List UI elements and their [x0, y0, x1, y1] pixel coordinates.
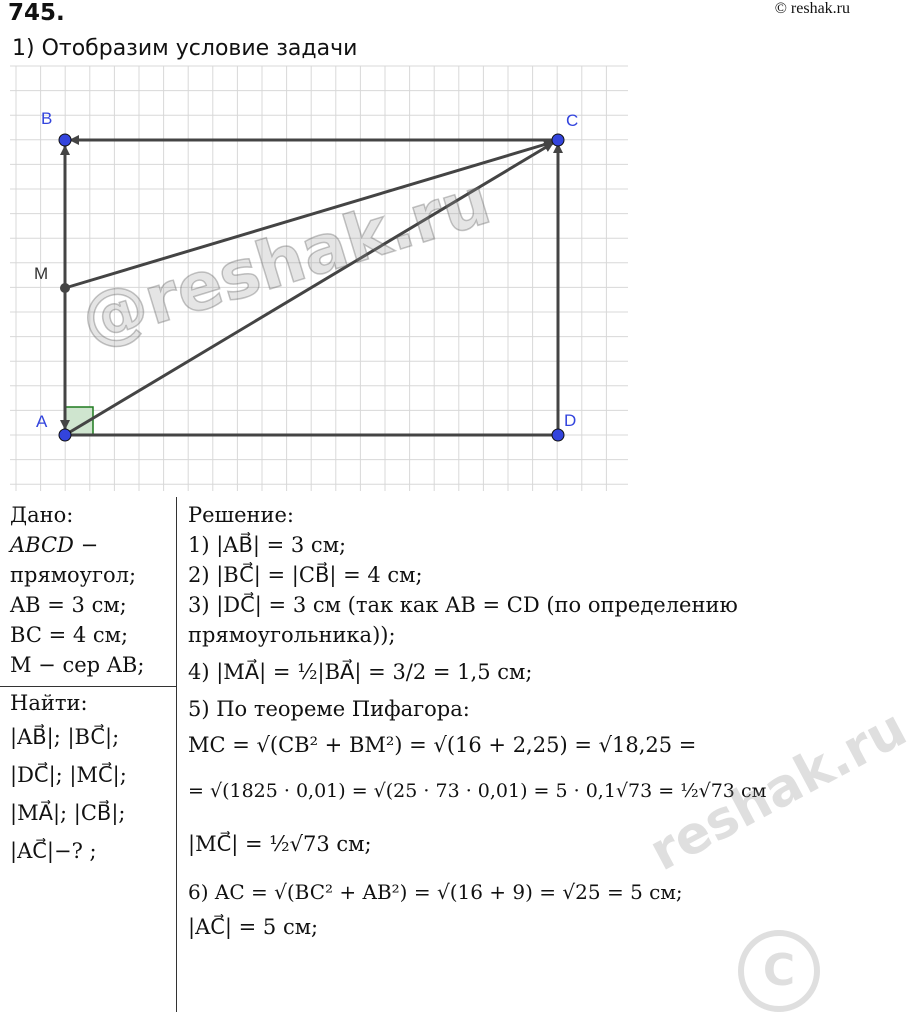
solution-line: |MC⃗| = ½√73 см; [188, 832, 372, 856]
label-M: M [34, 264, 49, 283]
given-line: BC = 4 см; [10, 623, 129, 647]
solution-line: |AC⃗| = 5 см; [188, 915, 319, 939]
point-B [59, 134, 71, 146]
point-M [60, 283, 70, 293]
solution-line: = √(1825 · 0,01) = √(25 · 73 · 0,01) = 5 · 0,1√73 = ½√73 см [188, 780, 767, 802]
given-line: AB = 3 см; [10, 593, 127, 617]
solution-line: 6) AC = √(BC² + AB²) = √(16 + 9) = √25 = 5 см; [188, 880, 683, 904]
given-line: ABCD − [10, 533, 99, 557]
find-line: |AB⃗|; |BC⃗|; [10, 725, 120, 749]
geometry-figure [0, 66, 640, 496]
solution-title: Решение: [188, 503, 295, 527]
solution-line: 5) По теореме Пифагора: [188, 697, 470, 721]
column-divider [176, 497, 177, 1012]
find-line: |MA⃗|; |CB⃗|; [10, 801, 126, 825]
point-D [552, 429, 564, 441]
find-line: |AC⃗|−? ; [10, 839, 97, 863]
figure-watermark: @reshak.ru [72, 162, 499, 360]
solution-line: прямоугольника)); [188, 623, 396, 647]
label-C: C [566, 111, 579, 130]
find-line: |DC⃗|; |MC⃗|; [10, 763, 127, 787]
find-block [10, 688, 127, 870]
problem-number: 745. [8, 0, 65, 26]
given-line: M − сер AB; [10, 653, 145, 677]
copyright-seal-icon: C [738, 930, 820, 1012]
solution-line: 1) |AB⃗| = 3 см; [188, 533, 347, 557]
given-title: Дано: [10, 503, 74, 527]
given-block [10, 500, 144, 680]
label-A: A [36, 412, 48, 431]
copyright: © reshak.ru [774, 0, 850, 17]
solution-line: 2) |BC⃗| = |CB⃗| = 4 см; [188, 563, 423, 587]
solution-line: 4) |MA⃗| = ½|BA⃗| = 3/2 = 1,5 см; [188, 660, 533, 684]
label-D: D [564, 411, 577, 430]
given-line: прямоугол; [10, 563, 137, 587]
find-title: Найти: [10, 691, 88, 715]
solution-line: 3) |DC⃗| = 3 см (так как AB = CD (по определению [188, 593, 738, 617]
point-C [552, 134, 564, 146]
given-find-divider [0, 686, 176, 687]
solution-line: MC = √(CB² + BM²) = √(16 + 2,25) = √18,25 = [188, 733, 697, 757]
page-watermark: reshak.ru [640, 698, 916, 883]
point-A [59, 429, 71, 441]
step-heading: 1) Отобразим условие задачи [12, 36, 358, 61]
label-B: B [41, 109, 53, 128]
